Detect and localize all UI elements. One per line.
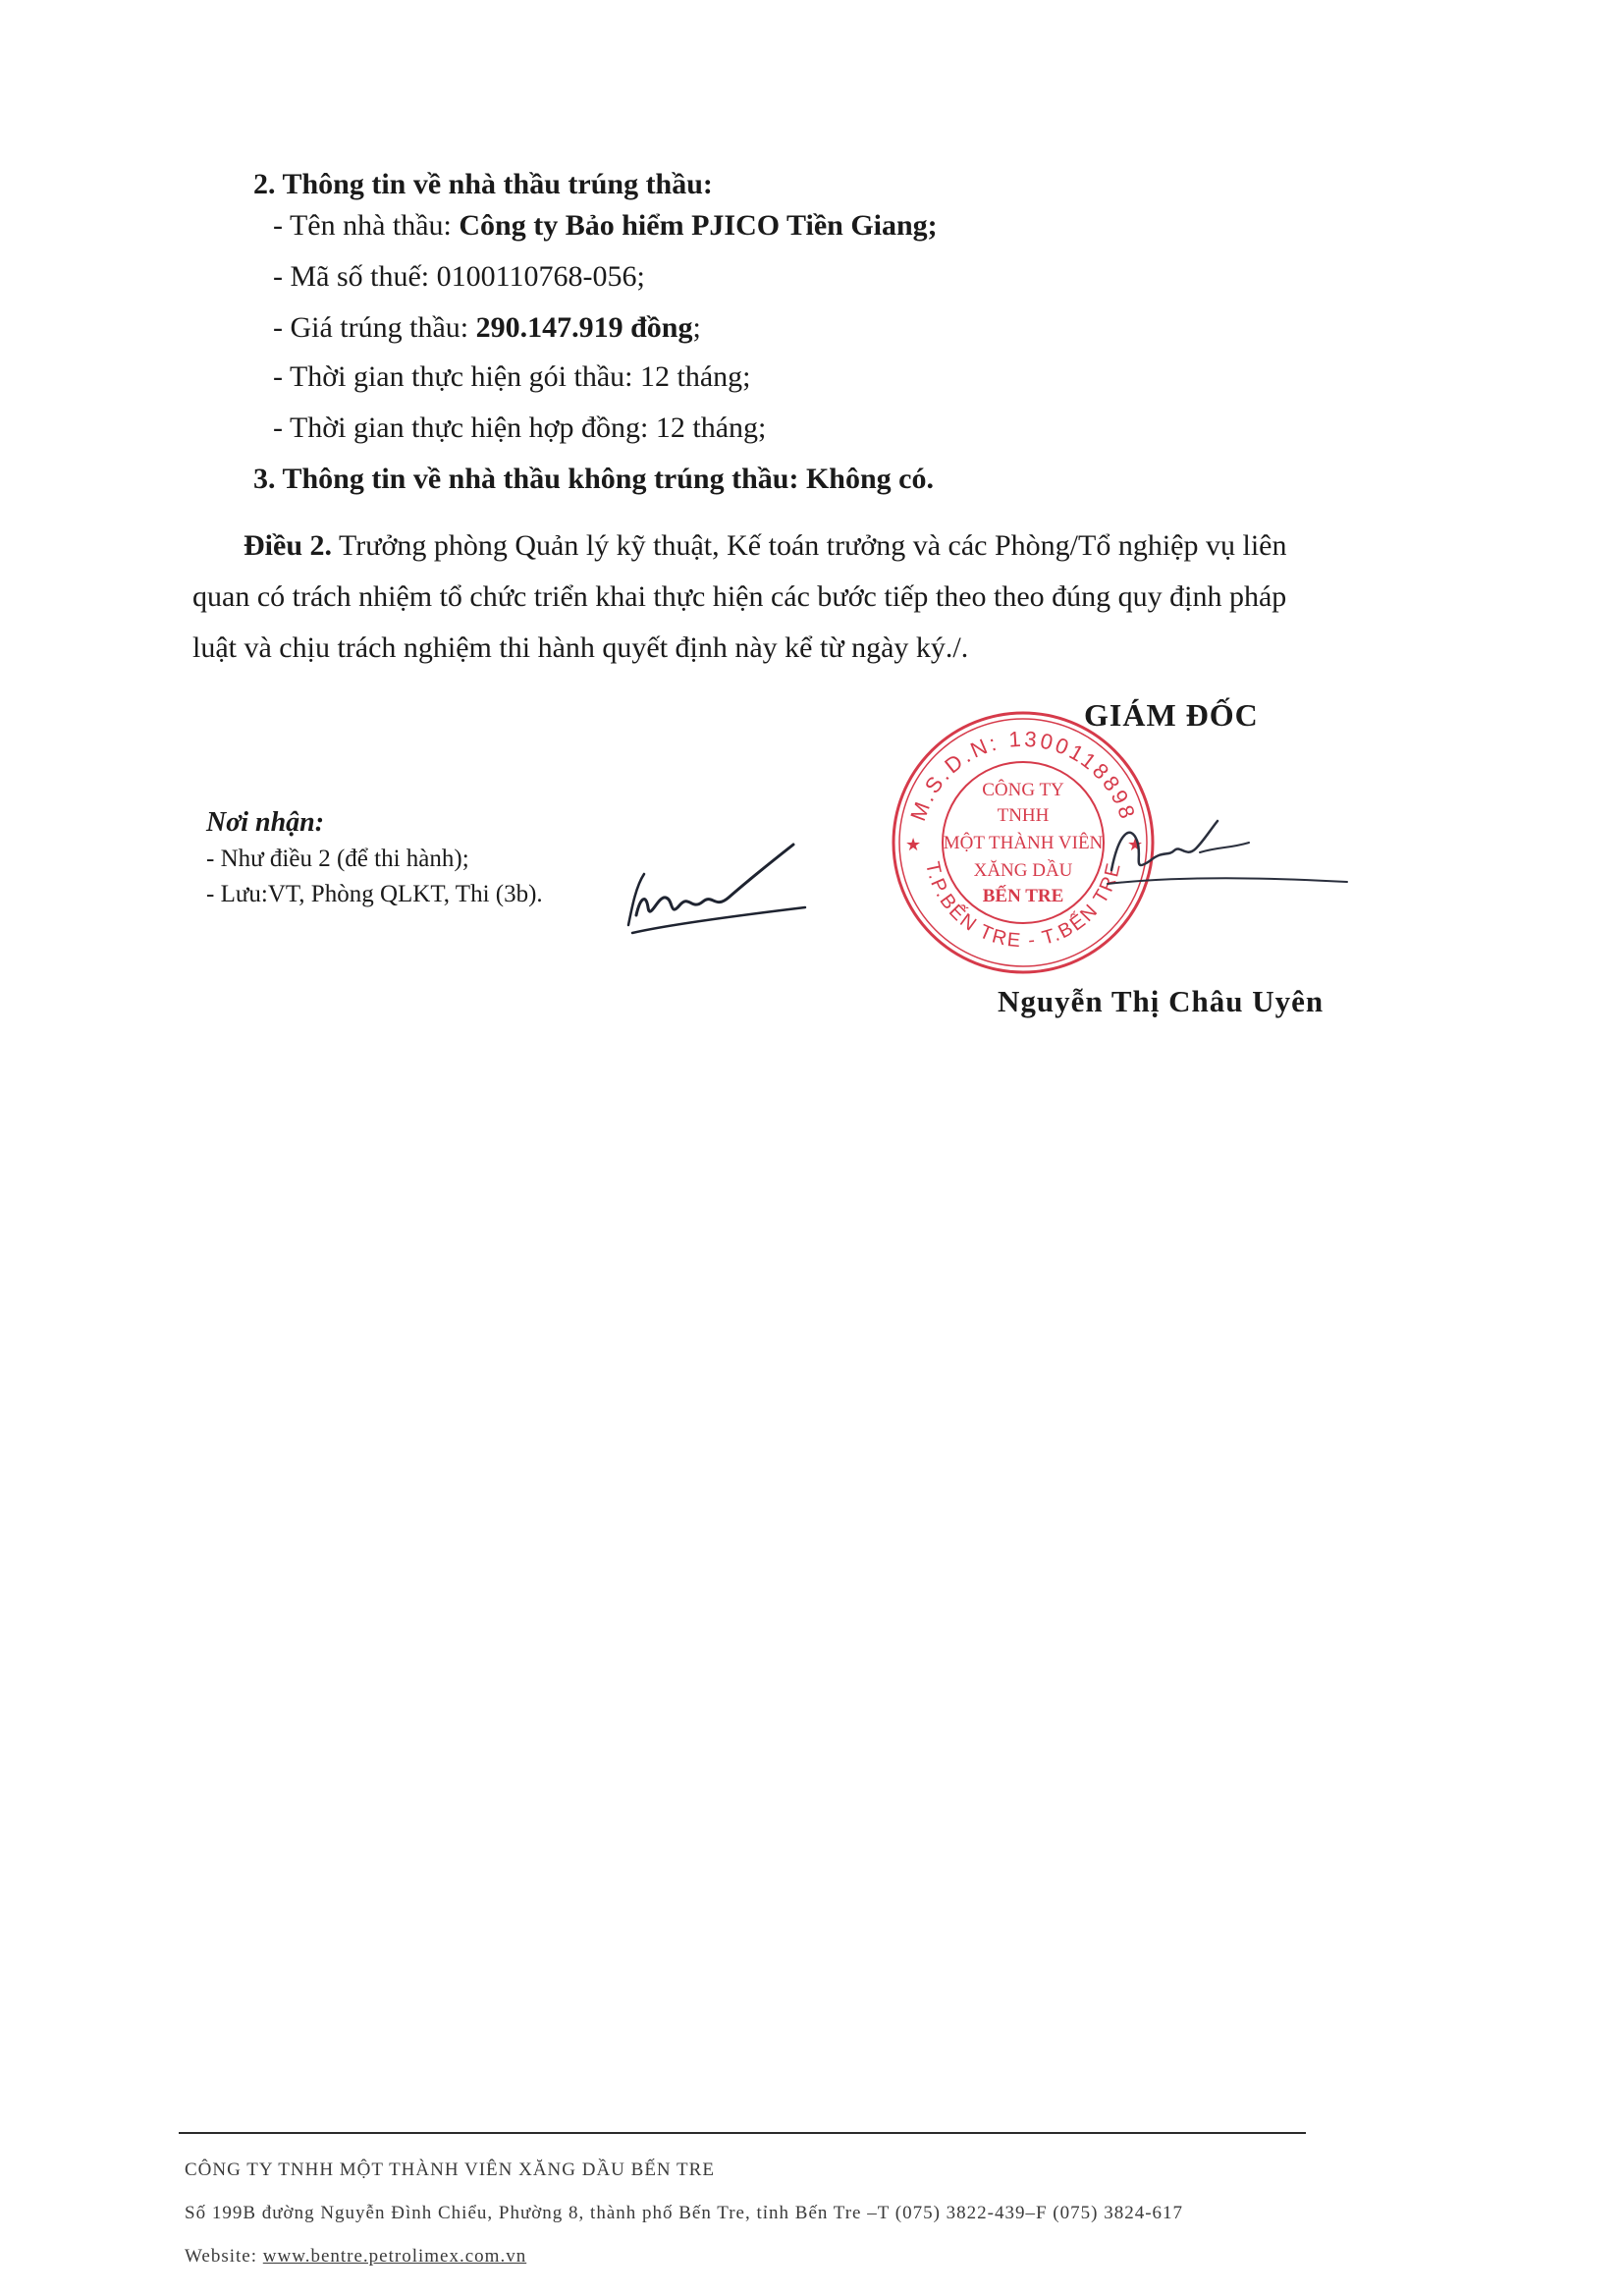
footer-website-line — [185, 2245, 526, 2269]
recipient-item: - Lưu:VT, Phòng QLKT, Thi (3b). — [206, 881, 543, 907]
article-2-line-1 — [192, 520, 1469, 572]
section-2-heading: 2. Thông tin về nhà thầu trúng thầu: — [253, 168, 713, 200]
bidder-name-value: Công ty Bảo hiểm PJICO Tiền Giang; — [459, 209, 938, 242]
recipient-item: - Như điều 2 (để thi hành); — [206, 846, 469, 872]
stamp-star-left: ★ — [905, 835, 922, 854]
section-3-heading: 3. Thông tin về nhà thầu không trúng thầu: Không có. — [253, 463, 934, 495]
signer-name: Nguyễn Thị Châu Uyên — [998, 984, 1325, 1018]
stamp-ring-top: M.S.D.N: 1300118898 — [905, 726, 1141, 825]
stamp-line-5: BẾN TRE — [982, 886, 1064, 906]
initials-signature — [619, 837, 815, 945]
stamp-line-3: MỘT THÀNH VIÊN — [943, 833, 1104, 853]
contract-duration-line: - Thời gian thực hiện hợp đồng: 12 tháng; — [273, 411, 767, 444]
director-signature — [1102, 801, 1357, 909]
article-2-paragraph — [192, 520, 1469, 674]
article-2-line-3: luật và chịu trách nghiệm thi hành quyết định này kể từ ngày ký./. — [192, 631, 969, 664]
article-2-line-2: quan có trách nhiệm tổ chức triển khai thực hiện các bước tiếp theo theo đúng quy định pháp — [192, 580, 1287, 613]
footer-company-name: CÔNG TY TNHH MỘT THÀNH VIÊN XĂNG DẦU BẾN TRE — [185, 2159, 715, 2180]
tax-code-line — [273, 259, 645, 295]
stamp-ring-bottom: T.P.BẾN TRE - T.BẾN TRE — [921, 859, 1126, 953]
footer-website-label: Website: — [185, 2246, 263, 2267]
stamp-star-right: ★ — [1127, 835, 1144, 854]
tax-code-value: 0100110768-056; — [436, 260, 645, 293]
package-duration-line: - Thời gian thực hiện gói thầu: 12 tháng; — [273, 360, 751, 393]
stamp-center-text — [944, 779, 1104, 906]
article-2-text-1: Trưởng phòng Quản lý kỹ thuật, Kế toán trưởng và các Phòng/Tổ nghiệp vụ liên — [332, 529, 1287, 562]
bidder-name-label: - Tên nhà thầu: — [273, 209, 460, 242]
article-2-label: Điều 2. — [244, 529, 332, 562]
footer-address: Số 199B đường Nguyễn Đình Chiểu, Phường 8, thành phố Bến Tre, tỉnh Bến Tre –T (075) 3822-439–F (075) 3824-617 — [185, 2203, 1184, 2223]
winning-price-label: - Giá trúng thầu: — [273, 311, 476, 344]
tax-code-label: - Mã số thuế: — [273, 260, 437, 293]
bidder-name-line — [273, 208, 938, 244]
footer-divider — [179, 2132, 1306, 2134]
stamp-line-1: CÔNG TY — [982, 780, 1064, 800]
winning-price-value: 290.147.919 đồng — [475, 311, 693, 344]
footer-website-link[interactable]: www.bentre.petrolimex.com.vn — [262, 2246, 527, 2267]
stamp-line-4: XĂNG DẦU — [973, 860, 1073, 881]
winning-price-suffix: ; — [692, 311, 701, 344]
stamp-line-2: TNHH — [997, 805, 1050, 826]
recipients-title: Nơi nhận: — [206, 807, 325, 838]
winning-price-line — [273, 310, 701, 346]
signatory-title: GIÁM ĐỐC — [1084, 697, 1259, 733]
